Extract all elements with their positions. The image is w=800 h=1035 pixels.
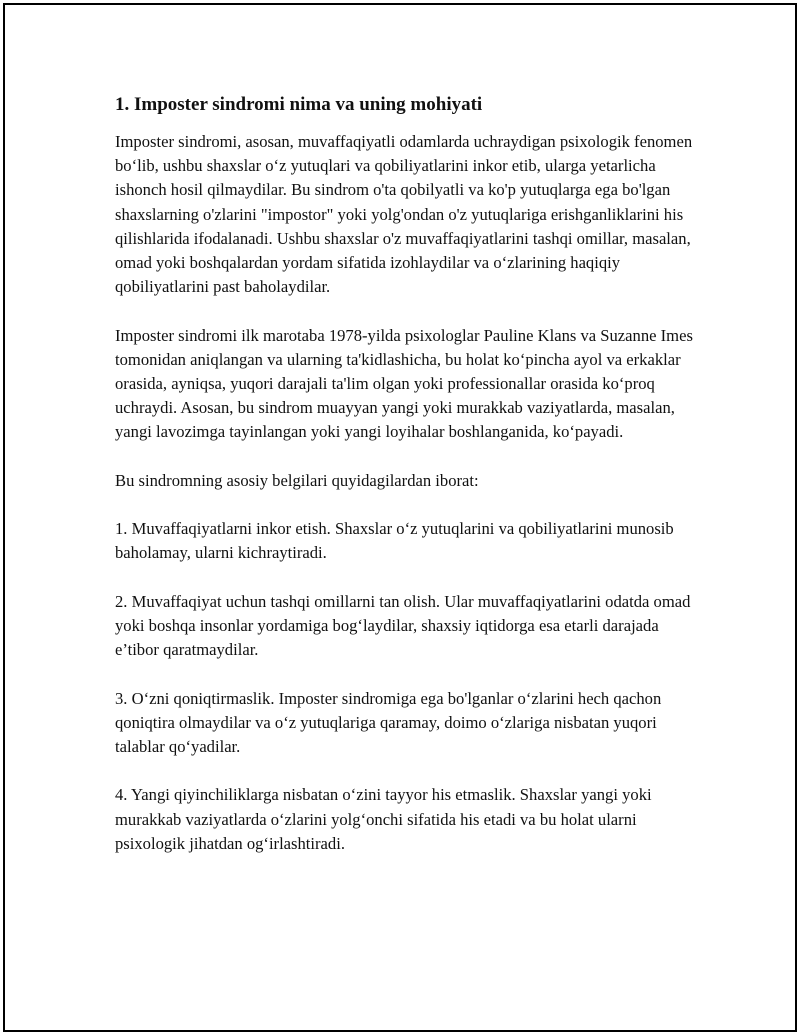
paragraph-history: Imposter sindromi ilk marotaba 1978-yilda psixologlar Pauline Klans va Suzanne Imes tomonidan aniqlangan va ularning ta'kidlashicha, bu holat ko‘pincha ayol va erkaklar orasida, ayniqsa, yuqori darajali ta'lim olgan yoki professionallar orasida ko‘proq uchraydi. Asosan, bu sindrom muayyan yangi yoki murakkab vaziyatlarda, masalan, yangi lavozimga tayinlangan yoki yangi loyihalar boshlanganida, ko‘payadi. [115, 325, 693, 442]
list-item-sign-1: 1. Muvaffaqiyatlarni inkor etish. Shaxslar o‘z yutuqlarini va qobiliyatlarini munosib baholamay, ularni kichraytiradi. [115, 519, 674, 563]
document-body [115, 92, 695, 856]
list-item-sign-4: 4. Yangi qiyinchiliklarga nisbatan o‘zini tayyor his etmaslik. Shaxslar yangi yoki murakkab vaziyatlarda o‘zlarini yolg‘onchi sifatida his etadi va bu holat ularni psixologik jihatdan og‘irlashtiradi. [115, 785, 652, 853]
list-item-sign-3: 3. O‘zni qoniqtirmaslik. Imposter sindromiga ega bo'lganlar o‘zlarini hech qachon qoniqtira olmaydilar va o‘z yutuqlariga qaramay, doimo o‘zlariga nisbatan yuqori talablar qo‘yadilar. [115, 688, 662, 756]
section-heading: 1. Imposter sindromi nima va uning mohiyati [115, 94, 483, 115]
paragraph-definition: Imposter sindromi, asosan, muvaffaqiyatli odamlarda uchraydigan psixologik fenomen bo‘lib, ushbu shaxslar o‘z yutuqlari va qobiliyatlarini inkor etib, ularga yetarlicha ishonch hosil qilmaydilar. Bu sindrom o'ta qobilyatli va ko'p yutuqlarga ega bo'lgan shaxslarning o'zlarini "impostor" yoki yolg'ondan o'z yutuqlariga erishganliklarini his qilishlarida ifodalanadi. Ushbu shaxslar o'z muvaffaqiyatlarini tashqi omillar, masalan, omad yoki boshqalardan yordam sifatida izohlaydilar va o‘zlarining haqiqiy qobiliyatlarini past baholaydilar. [115, 132, 693, 297]
paragraph-signs-intro: Bu sindromning asosiy belgilari quyidagilardan iborat: [115, 470, 479, 490]
list-item-sign-2: 2. Muvaffaqiyat uchun tashqi omillarni tan olish. Ular muvaffaqiyatlarini odatda omad yoki boshqa insonlar yordamiga bog‘laydilar, shaxsiy iqtidorga esa etarli darajada e’tibor qaratmaydilar. [115, 591, 691, 660]
